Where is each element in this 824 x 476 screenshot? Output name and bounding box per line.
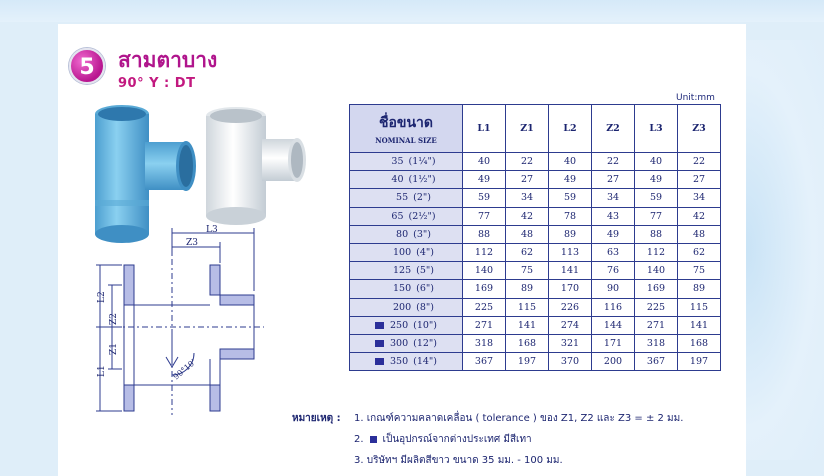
size-mm: 55: [396, 192, 409, 204]
dimension-cell: 168: [678, 334, 721, 352]
column-header: L2: [549, 105, 592, 153]
dimension-cell: 22: [592, 153, 635, 171]
header-name-sub: NOMINAL SIZE: [375, 136, 437, 145]
dim-l3-label: L3: [206, 225, 218, 235]
dimension-cell: 112: [463, 243, 506, 261]
dimension-cell: 59: [549, 189, 592, 207]
size-mm: 80: [396, 228, 409, 240]
table-row: [350, 334, 721, 352]
unit-label: Unit:mm: [676, 93, 715, 103]
dimension-cell: 321: [549, 334, 592, 352]
dim-z3-label: Z3: [186, 238, 198, 248]
nominal-size-cell: [350, 225, 463, 243]
nominal-size-header: [350, 105, 463, 153]
table-row: [350, 280, 721, 298]
dimension-cell: 168: [506, 334, 549, 352]
size-mm: 300: [389, 337, 409, 349]
dimension-cell: 271: [463, 316, 506, 334]
dimension-cell: 75: [506, 262, 549, 280]
dimension-cell: 49: [635, 171, 678, 189]
dimension-cell: 318: [463, 334, 506, 352]
dimension-cell: 88: [635, 225, 678, 243]
nominal-size-cell: [350, 243, 463, 261]
page-subtitle: 90° Y : DT: [118, 76, 196, 91]
top-band: [0, 0, 824, 22]
column-header: Z2: [592, 105, 635, 153]
dimension-cell: 34: [592, 189, 635, 207]
dimension-cell: 115: [678, 298, 721, 316]
dimension-cell: 43: [592, 207, 635, 225]
table-row: [350, 243, 721, 261]
table-row: [350, 316, 721, 334]
size-inch: (14"): [413, 356, 437, 368]
size-mm: 65: [391, 210, 404, 222]
size-mm: 350: [389, 356, 409, 368]
dimension-cell: 113: [549, 243, 592, 261]
dimension-cell: 62: [506, 243, 549, 261]
dim-z1-label: Z1: [109, 343, 119, 355]
dimension-cell: 78: [549, 207, 592, 225]
dimension-cell: 225: [463, 298, 506, 316]
dimension-cell: 42: [506, 207, 549, 225]
note-item-2: [354, 432, 532, 447]
dimension-cell: 40: [549, 153, 592, 171]
dimension-cell: 34: [678, 189, 721, 207]
dimension-cell: 88: [463, 225, 506, 243]
dimension-cell: 42: [678, 207, 721, 225]
dimension-table: [349, 104, 721, 371]
table-row: [350, 262, 721, 280]
size-inch: (10"): [413, 319, 437, 331]
dimension-cell: 40: [635, 153, 678, 171]
size-inch: (3"): [413, 228, 431, 240]
nominal-size-cell: [350, 189, 463, 207]
dimension-cell: 271: [635, 316, 678, 334]
size-inch: (4"): [416, 247, 434, 259]
table-row: [350, 225, 721, 243]
dimension-cell: 200: [592, 353, 635, 371]
dim-l1-label: L1: [97, 365, 107, 377]
size-inch: (5"): [416, 265, 434, 277]
note-item-2-number: 2.: [354, 434, 364, 445]
table-row: [350, 207, 721, 225]
nominal-size-cell: [350, 153, 463, 171]
dimension-cell: 274: [549, 316, 592, 334]
dim-l2-label: L2: [97, 291, 107, 303]
dimension-cell: 22: [678, 153, 721, 171]
dimension-cell: 49: [592, 225, 635, 243]
note-item-3: 3. บริษัทฯ มีผลิตสีขาว ขนาด 35 มม. - 100 มม.: [354, 455, 563, 466]
dimension-cell: 116: [592, 298, 635, 316]
dimension-cell: 169: [635, 280, 678, 298]
nominal-size-cell: [350, 171, 463, 189]
dimension-drawing: [94, 225, 269, 420]
white-fitting-photo: [200, 103, 310, 228]
size-mm: 125: [393, 265, 412, 277]
imported-square-icon: [375, 340, 384, 347]
nominal-size-cell: [350, 280, 463, 298]
table-row: [350, 298, 721, 316]
dimension-cell: 27: [678, 171, 721, 189]
nominal-size-cell: [350, 334, 463, 352]
table-row: [350, 171, 721, 189]
dimension-cell: 77: [463, 207, 506, 225]
size-mm: 200: [393, 301, 412, 313]
dimension-cell: 89: [506, 280, 549, 298]
dimension-cell: 89: [678, 280, 721, 298]
dimension-cell: 115: [506, 298, 549, 316]
notes-label: หมายเหตุ :: [292, 413, 341, 424]
dimension-cell: 197: [506, 353, 549, 371]
size-inch: (2"): [413, 192, 431, 204]
dimension-cell: 170: [549, 280, 592, 298]
table-row: [350, 153, 721, 171]
dimension-cell: 63: [592, 243, 635, 261]
header-name-thai: ชื่อขนาด: [378, 115, 433, 131]
table-row: [350, 353, 721, 371]
imported-square-icon: [375, 322, 384, 329]
nominal-size-cell: [350, 353, 463, 371]
dimension-cell: 49: [549, 171, 592, 189]
page-title: สามตาบาง: [118, 48, 218, 72]
decorative-curve: [745, 40, 824, 460]
size-mm: 250: [389, 319, 409, 331]
dimension-cell: 77: [635, 207, 678, 225]
dimension-cell: 367: [635, 353, 678, 371]
note-item-1: 1. เกณฑ์ความคลาดเคลื่อน ( tolerance ) ของ Z1, Z2 และ Z3 = ± 2 มม.: [354, 413, 684, 424]
dimension-cell: 141: [506, 316, 549, 334]
imported-square-icon: [370, 436, 377, 443]
dimension-cell: 90: [592, 280, 635, 298]
dimension-cell: 370: [549, 353, 592, 371]
dimension-cell: 225: [635, 298, 678, 316]
size-inch: (1¼"): [408, 156, 436, 168]
dimension-cell: 141: [549, 262, 592, 280]
nominal-size-cell: [350, 207, 463, 225]
column-header: L3: [635, 105, 678, 153]
column-header: L1: [463, 105, 506, 153]
dimension-cell: 169: [463, 280, 506, 298]
dimension-cell: 22: [506, 153, 549, 171]
note-item-2-text: เป็นอุปกรณ์จากต่างประเทศ มีสีเทา: [382, 434, 532, 445]
dimension-cell: 226: [549, 298, 592, 316]
size-inch: (2½"): [408, 210, 436, 222]
table-header-row: [350, 105, 721, 153]
column-header: Z1: [506, 105, 549, 153]
dimension-cell: 197: [678, 353, 721, 371]
dimension-cell: 48: [678, 225, 721, 243]
column-header: Z3: [678, 105, 721, 153]
dimension-cell: 367: [463, 353, 506, 371]
size-mm: 100: [393, 247, 412, 259]
dimension-cell: 171: [592, 334, 635, 352]
size-inch: (1½"): [408, 174, 436, 186]
size-mm: 35: [391, 156, 404, 168]
size-inch: (12"): [413, 337, 437, 349]
dimension-cell: 144: [592, 316, 635, 334]
table-row: [350, 189, 721, 207]
angle-label: 90°10': [171, 357, 198, 382]
dimension-cell: 48: [506, 225, 549, 243]
dimension-cell: 140: [635, 262, 678, 280]
dim-z2-label: Z2: [109, 313, 119, 325]
imported-square-icon: [375, 358, 384, 365]
nominal-size-cell: [350, 298, 463, 316]
dimension-cell: 112: [635, 243, 678, 261]
dimension-cell: 140: [463, 262, 506, 280]
section-number-badge: 5: [69, 48, 105, 84]
dimension-cell: 34: [506, 189, 549, 207]
size-inch: (8"): [416, 301, 434, 313]
dimension-cell: 62: [678, 243, 721, 261]
dimension-cell: 59: [463, 189, 506, 207]
dimension-cell: 27: [592, 171, 635, 189]
size-mm: 150: [393, 283, 412, 295]
nominal-size-cell: [350, 316, 463, 334]
size-inch: (6"): [416, 283, 434, 295]
dimension-cell: 141: [678, 316, 721, 334]
dimension-cell: 27: [506, 171, 549, 189]
size-mm: 40: [391, 174, 404, 186]
dimension-cell: 89: [549, 225, 592, 243]
dimension-cell: 49: [463, 171, 506, 189]
dimension-cell: 59: [635, 189, 678, 207]
dimension-cell: 76: [592, 262, 635, 280]
nominal-size-cell: [350, 262, 463, 280]
dimension-cell: 40: [463, 153, 506, 171]
dimension-cell: 318: [635, 334, 678, 352]
dimension-cell: 75: [678, 262, 721, 280]
